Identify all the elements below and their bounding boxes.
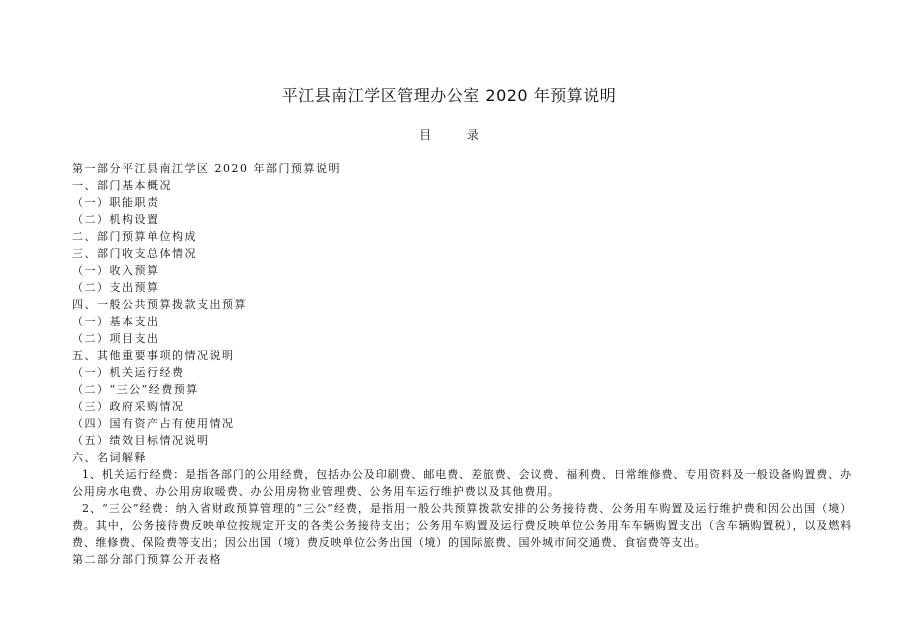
- toc-item: （一）基本支出: [72, 315, 160, 328]
- toc-item: 一、部门基本概况: [72, 179, 172, 192]
- toc-item: 三、部门收支总体情况: [72, 247, 197, 260]
- definition-paragraph: 1、机关运行经费：是指各部门的公用经费，包括办公及印刷费、邮电费、差旅费、会议费、福利费、日常维修费、专用资料及一般设备购置费、办公用房水电费、办公用房取暖费、办公用房物业管理费、公务用车运行维护费以及其他费用。: [72, 468, 852, 498]
- toc-item: （二）机构设置: [72, 213, 160, 226]
- toc-item: （一）职能职责: [72, 196, 160, 209]
- toc-item: 六、名词解释: [72, 451, 147, 464]
- toc-item: （二）项目支出: [72, 332, 160, 345]
- toc-item: （三）政府采购情况: [72, 400, 185, 413]
- toc-item: （四）国有资产占有使用情况: [72, 417, 235, 430]
- toc-item: 第一部分平江县南江学区 2020 年部门预算说明: [72, 162, 341, 175]
- definition-paragraph: 2、“三公”经费：纳入省财政预算管理的“三公“经费，是指用一般公共预算拨款安排的公务接待费、公务用车购置及运行维护费和因公出国（境）费。其中，公务接待费反映单位按规定开支的各类公务接待支出；公务用车购置及运行费反映单位公务用车车辆购置支出（含车辆购置税），以及燃料费、维修费、保险费等支出；因公出国（境）费反映单位公务出国（境）的国际旅费、国外城市间交通费、食宿费等支出。: [72, 502, 852, 549]
- toc-heading: 目 录: [419, 128, 495, 142]
- toc-item: （五）绩效目标情况说明: [72, 434, 210, 447]
- toc-item: 五、其他重要事项的情况说明: [72, 349, 235, 362]
- toc-item-part-two: 第二部分部门预算公开表格: [72, 553, 222, 566]
- toc-item: （二）“三公”经费预算: [72, 383, 199, 396]
- toc-item: （二）支出预算: [72, 281, 160, 294]
- table-of-contents: [72, 160, 852, 568]
- toc-item: （一）机关运行经费: [72, 366, 185, 379]
- document-title: 平江县南江学区管理办公室 2020 年预算说明: [281, 86, 617, 105]
- toc-item: 二、部门预算单位构成: [72, 230, 197, 243]
- toc-item: （一）收入预算: [72, 264, 160, 277]
- toc-item: 四、一般公共预算拨款支出预算: [72, 298, 247, 311]
